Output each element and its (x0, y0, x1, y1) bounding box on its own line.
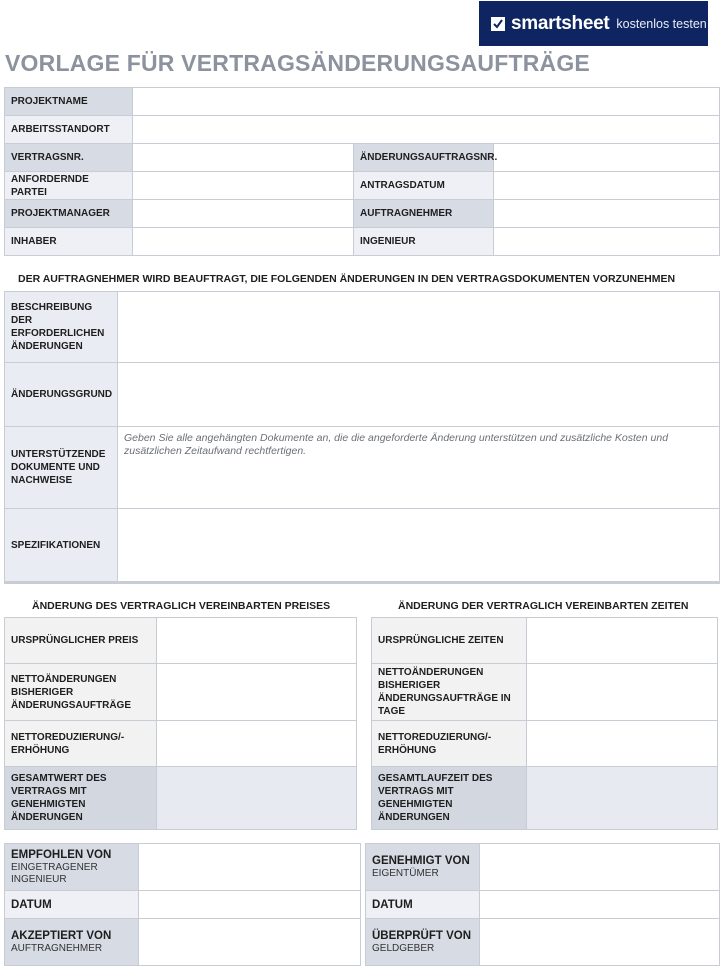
changes-table (4, 291, 720, 584)
project-name-label: PROJEKTNAME (5, 88, 133, 116)
date-title-left: DATUM (11, 898, 52, 911)
reviewed-by-role: GELDGEBER (372, 943, 435, 954)
price-total-field[interactable] (157, 767, 357, 830)
contract-no-label: VERTRAGSNR. (5, 144, 133, 172)
date-field-left[interactable] (139, 891, 361, 919)
specifications-label: SPEZIFIKATIONEN (5, 509, 118, 583)
brand-name: smartsheet (511, 12, 610, 34)
recommended-by-field[interactable] (139, 844, 361, 891)
time-total-label: GESAMTLAUFZEIT DES VERTRAGS MIT GENEHMIGTEN ÄNDERUNGEN (372, 767, 527, 830)
description-label: BESCHREIBUNG DER ERFORDERLICHEN ÄNDERUNGEN (5, 292, 118, 363)
original-price-field[interactable] (157, 618, 357, 664)
supporting-docs-label: UNTERSTÜTZENDE DOKUMENTE UND NACHWEISE (5, 427, 118, 509)
project-info-table (4, 87, 720, 256)
original-price-label: URSPRÜNGLICHER PREIS (5, 618, 157, 664)
specifications-field[interactable] (118, 509, 720, 583)
original-time-label: URSPRÜNGLICHE ZEITEN (372, 618, 527, 664)
engineer-label: INGENIEUR (354, 228, 494, 256)
time-net-change-label: NETTOREDUZIERUNG/-ERHÖHUNG (372, 721, 527, 767)
request-date-field[interactable] (494, 172, 720, 200)
original-time-field[interactable] (527, 618, 718, 664)
recommended-by-label (5, 844, 139, 891)
owner-label: INHABER (5, 228, 133, 256)
contract-no-field[interactable] (133, 144, 354, 172)
time-net-changes-field[interactable] (527, 664, 718, 721)
accepted-by-label (5, 919, 139, 966)
signature-table (4, 843, 720, 966)
approved-by-label (366, 844, 480, 891)
requesting-party-label: ANFORDERNDE PARTEI (5, 172, 133, 200)
price-net-changes-label: NETTOÄNDERUNGEN BISHERIGER ÄNDERUNGSAUFTRÄGE (5, 664, 157, 721)
time-net-change-field[interactable] (527, 721, 718, 767)
project-manager-label: PROJEKTMANAGER (5, 200, 133, 228)
change-order-no-field[interactable] (494, 144, 720, 172)
time-net-changes-label: NETTOÄNDERUNGEN BISHERIGER ÄNDERUNGSAUFTRÄGE IN TAGE (372, 664, 527, 721)
price-total-label: GESAMTWERT DES VERTRAGS MIT GENEHMIGTEN ÄNDERUNGEN (5, 767, 157, 830)
change-order-no-label: ÄNDERUNGSAUFTRAGSNR. (354, 144, 494, 172)
reviewed-by-field[interactable] (480, 919, 720, 966)
approved-by-field[interactable] (480, 844, 720, 891)
reviewed-by-title: ÜBERPRÜFT VON (372, 930, 472, 942)
work-location-field[interactable] (133, 116, 720, 144)
time-section-heading: ÄNDERUNG DER VERTRAGLICH VEREINBARTEN ZEITEN (398, 600, 689, 612)
time-change-table (371, 617, 718, 830)
date-title-right: DATUM (372, 898, 413, 911)
price-section-heading: ÄNDERUNG DES VERTRAGLICH VEREINBARTEN PREISES (32, 600, 331, 612)
date-label-left (5, 891, 139, 919)
project-name-field[interactable] (133, 88, 720, 116)
date-label-right (366, 891, 480, 919)
smartsheet-trial-banner[interactable] (479, 1, 708, 46)
changes-section-heading: DER AUFTRAGNEHMER WIRD BEAUFTRAGT, DIE FOLGENDEN ÄNDERUNGEN IN DEN VERTRAGSDOKUMENTEN VORZUNEHMEN (18, 273, 676, 285)
price-net-changes-field[interactable] (157, 664, 357, 721)
approved-by-role: EIGENTÜMER (372, 868, 439, 879)
price-net-change-label: NETTOREDUZIERUNG/-ERHÖHUNG (5, 721, 157, 767)
project-manager-field[interactable] (133, 200, 354, 228)
recommended-by-title: EMPFOHLEN VON (11, 849, 112, 861)
smartsheet-logo-icon (491, 17, 505, 31)
contractor-label: AUFTRAGNEHMER (354, 200, 494, 228)
accepted-by-field[interactable] (139, 919, 361, 966)
date-field-right[interactable] (480, 891, 720, 919)
request-date-label: ANTRAGSDATUM (354, 172, 494, 200)
accepted-by-role: AUFTRAGNEHMER (11, 943, 103, 954)
requesting-party-field[interactable] (133, 172, 354, 200)
accepted-by-title: AKZEPTIERT VON (11, 930, 112, 942)
page-title: VORLAGE FÜR VERTRAGSÄNDERUNGSAUFTRÄGE (5, 50, 590, 76)
engineer-field[interactable] (494, 228, 720, 256)
price-change-table (4, 617, 357, 830)
reason-label: ÄNDERUNGSGRUND (5, 363, 118, 427)
description-field[interactable] (118, 292, 720, 363)
reason-field[interactable] (118, 363, 720, 427)
price-net-change-field[interactable] (157, 721, 357, 767)
contractor-field[interactable] (494, 200, 720, 228)
reviewed-by-label (366, 919, 480, 966)
approved-by-title: GENEHMIGT VON (372, 855, 470, 867)
time-total-field[interactable] (527, 767, 718, 830)
free-trial-link[interactable]: kostenlos testen (616, 16, 707, 31)
work-location-label: ARBEITSSTANDORT (5, 116, 133, 144)
supporting-docs-field[interactable]: Geben Sie alle angehängten Dokumente an, die die angeforderte Änderung unterstützen und zusätzliche Kosten und zusätzlichen Zeitaufwand rechtfertigen. (118, 427, 720, 509)
recommended-by-role: EINGETRAGENER INGENIEUR (11, 862, 98, 885)
owner-field[interactable] (133, 228, 354, 256)
